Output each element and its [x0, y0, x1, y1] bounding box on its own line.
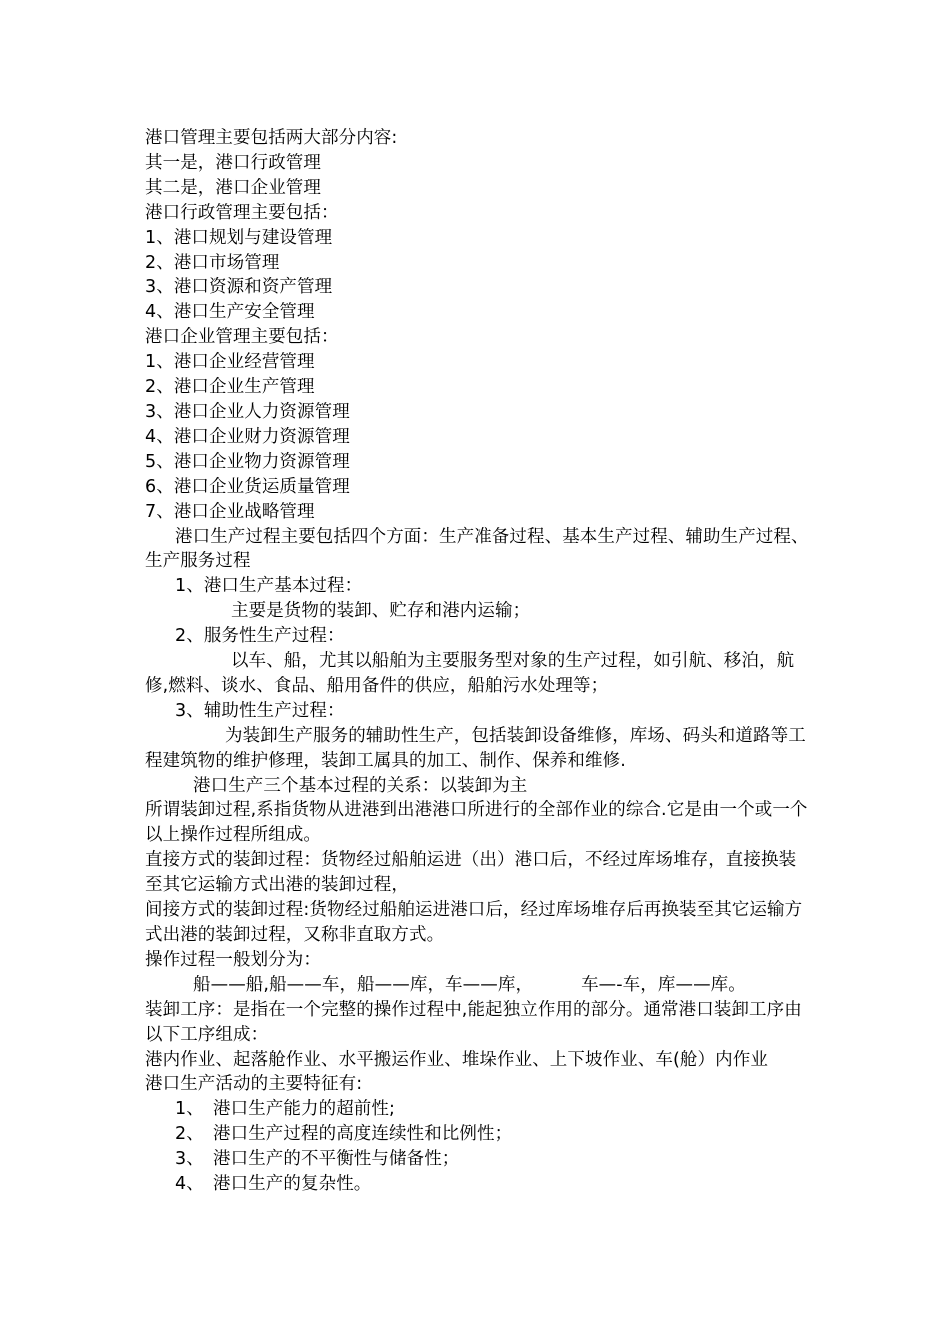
- features-title: 港口生产活动的主要特征有:: [145, 1074, 363, 1095]
- list-item: 7、港口企业战略管理: [145, 501, 315, 522]
- direct-handling-definition: 直接方式的装卸过程：货物经过船舶运进（出）港口后，不经过库场堆存，直接换装至其它运输方式出港的装卸过程，: [145, 850, 797, 896]
- indirect-handling-definition: 间接方式的装卸过程:货物经过船舶运进港口后，经过库场堆存后再换装至其它运输方式出港的装卸过程，又称非直取方式。: [145, 900, 803, 945]
- operation-list-part-b: 车—-车，库——库。: [581, 974, 746, 995]
- feature-text: 港口生产的复杂性。: [213, 1174, 372, 1195]
- text-line: 其一是，港口行政管理: [145, 152, 321, 173]
- feature-text: 港口生产过程的高度连续性和比例性；: [213, 1124, 513, 1145]
- list-item: 1、港口企业经营管理: [145, 352, 315, 373]
- feature-number: 3、: [175, 1149, 204, 1170]
- aux-process-title: 3、辅助性生产过程：: [175, 700, 345, 721]
- feature-number: 1、: [175, 1099, 204, 1120]
- list-item: 5、港口企业物力资源管理: [145, 451, 350, 472]
- heading-admin-management: 港口行政管理主要包括：: [145, 202, 339, 223]
- list-item: 6、港口企业货运质量管理: [145, 476, 350, 497]
- procedure-list: 港内作业、起落舱作业、水平搬运作业、堆垛作业、上下坡作业、车(舱）内作业: [145, 1049, 768, 1070]
- aux-process-body: 为装卸生产服务的辅助性生产，包括装卸设备维修，库场、码头和道路等工程建筑物的维护修理，装卸工属具的加工、制作、保养和维修.: [145, 725, 806, 771]
- list-item: 2、港口市场管理: [145, 252, 280, 273]
- operation-list-part-a: 船——船,船——车，船——库，车——库，: [193, 974, 534, 995]
- service-process-body: 以车、船，尤其以船舶为主要服务型对象的生产过程，如引航、移泊，航修,燃料、谈水、食品、船用备件的供应，船舶污水处理等；: [145, 651, 795, 696]
- heading-port-management: 港口管理主要包括两大部分内容:: [145, 128, 398, 148]
- operation-title: 操作过程一般划分为：: [145, 949, 321, 970]
- list-item: 3、港口资源和资产管理: [145, 277, 333, 298]
- feature-number: 4、: [175, 1174, 204, 1195]
- process-relation: 港口生产三个基本过程的关系：以装卸为主: [193, 775, 528, 796]
- heading-enterprise-management: 港口企业管理主要包括：: [145, 327, 339, 348]
- feature-number: 2、: [175, 1124, 204, 1145]
- feature-item: [145, 1122, 813, 1147]
- feature-text: 港口生产能力的超前性;: [213, 1099, 395, 1120]
- operation-list: [145, 973, 813, 998]
- document-body: [145, 126, 813, 1197]
- basic-process-title: 1、港口生产基本过程：: [175, 576, 363, 597]
- list-item: 1、港口规划与建设管理: [145, 227, 333, 248]
- feature-item: [145, 1147, 813, 1172]
- feature-text: 港口生产的不平衡性与储备性；: [213, 1149, 460, 1170]
- list-item: 4、港口企业财力资源管理: [145, 426, 350, 447]
- procedure-definition: 装卸工序：是指在一个完整的操作过程中,能起独立作用的部分。通常港口装卸工序由以下工序组成：: [145, 999, 802, 1045]
- list-item: 4、港口生产安全管理: [145, 302, 315, 323]
- list-item: 2、港口企业生产管理: [145, 377, 315, 398]
- handling-definition: 所谓装卸过程,系指货物从进港到出港港口所进行的全部作业的综合.它是由一个或一个以上操作过程所组成。: [145, 800, 808, 846]
- service-process-title: 2、服务性生产过程：: [175, 626, 345, 647]
- text-line: 其二是，港口企业管理: [145, 177, 321, 198]
- basic-process-body: 主要是货物的装卸、贮存和港内运输；: [231, 601, 531, 622]
- feature-item: [145, 1097, 813, 1122]
- list-item: 3、港口企业人力资源管理: [145, 401, 350, 422]
- feature-item: [145, 1172, 813, 1197]
- production-intro-paragraph: 港口生产过程主要包括四个方面：生产准备过程、基本生产过程、辅助生产过程、生产服务过程: [145, 526, 809, 572]
